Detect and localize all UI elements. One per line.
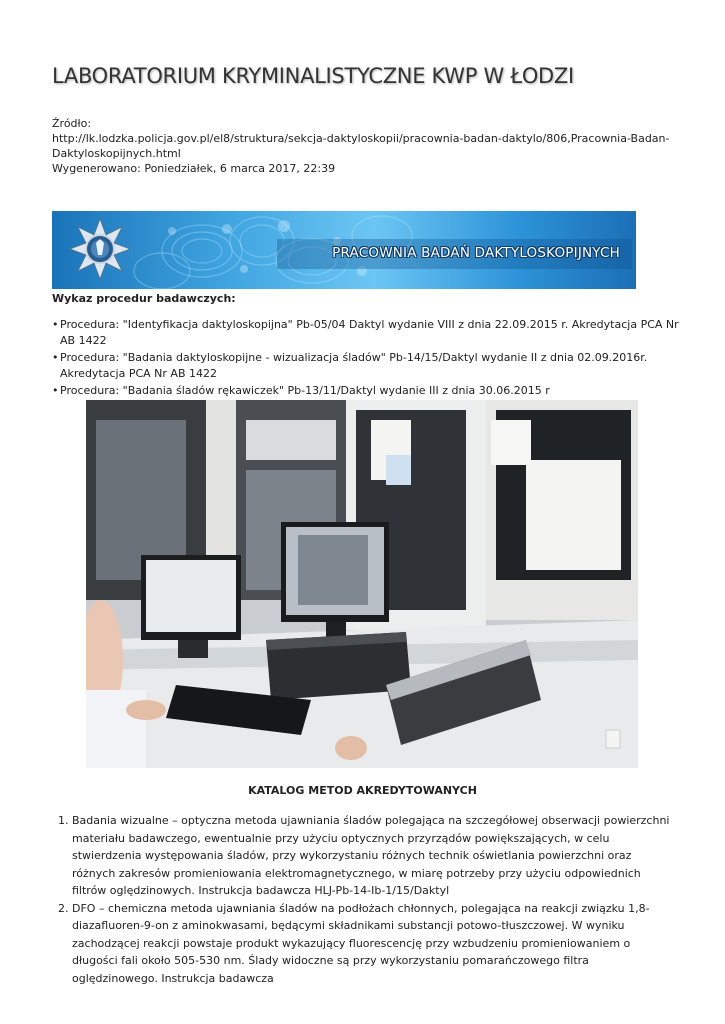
lab-photo — [86, 400, 638, 768]
source-info — [52, 116, 677, 176]
list-item: • Procedura: "Badania daktyloskopijne - wizualizacja śladów" Pb-14/15/Daktyl wydanie II z dnia 02.09.2016r. Akredytacja PCA Nr AB 1422 — [52, 350, 682, 382]
catalog-list — [52, 812, 677, 987]
list-item: • Procedura: "Identyfikacja daktyloskopijna" Pb-05/04 Daktyl wydanie VIII z dnia 22.09.2015 r. Akredytacja PCA Nr AB 1422 — [52, 317, 682, 349]
lab-photo-drawing — [86, 400, 638, 768]
procedures-heading: Wykaz procedur badawczych: — [52, 292, 236, 305]
police-badge-icon — [70, 219, 130, 279]
banner-title: PRACOWNIA BADAŃ DAKTYLOSKOPIJNYCH — [332, 245, 620, 261]
list-item: • Procedura: "Badania śladów rękawiczek" Pb-13/11/Daktyl wydanie III z dnia 30.06.2015 r — [52, 383, 682, 399]
page-title: LABORATORIUM KRYMINALISTYCZNE KWP W ŁODZI — [52, 64, 574, 88]
source-url[interactable]: http://lk.lodzka.policja.gov.pl/el8/struktura/sekcja-daktyloskopii/pracownia-badan-daktylo/806,Pracownia-Badan-Daktyloskopijnych.html — [52, 132, 670, 160]
source-label: Źródło: — [52, 117, 92, 130]
list-number: 2. — [58, 901, 69, 915]
list-text: Badania wizualne – optyczna metoda ujawniania śladów polegająca na szczegółowej obserwacji powierzchni materiału badawczego, ewentualnie przy użyciu optycznych przyrządów powiększających, w celu stwierdzenia występowania śladów, przy wykorzystaniu różnych technik oświetlania powierzchni oraz różnych zakresów promieniowania elektromagnetycznego, w miarę potrzeby przy użyciu odpowiednich filtrów oględzinowych. Instrukcja badawcza HLJ-Pb-14-Ib-1/15/Daktyl — [72, 814, 670, 897]
list-number: 1. — [58, 814, 69, 827]
catalog-heading: KATALOG METOD AKREDYTOWANYCH — [248, 784, 477, 797]
generated-date: Wygenerowano: Poniedziałek, 6 marca 2017, 22:39 — [52, 162, 336, 175]
list-item — [52, 900, 677, 988]
list-item — [52, 812, 677, 900]
procedures-list — [52, 317, 682, 400]
list-text: DFO – chemiczna metoda ujawniania śladów na podłożach chłonnych, polegająca na reakcji związku 1,8-diazafluoren-9-on z aminokwasami, będącymi składnikami substancji potowo-tłuszczowej. W wyniku zachodzącej reakcji powstaje produkt wykazujący fluorescencję przy wzbudzeniu promieniowaniem o długości fali około 505-530 nm. Ślady widoczne są przy wykorzystaniu pomarańczowego filtra oględzinowego. Instrukcja badawcza — [72, 901, 650, 985]
department-banner — [52, 211, 636, 289]
